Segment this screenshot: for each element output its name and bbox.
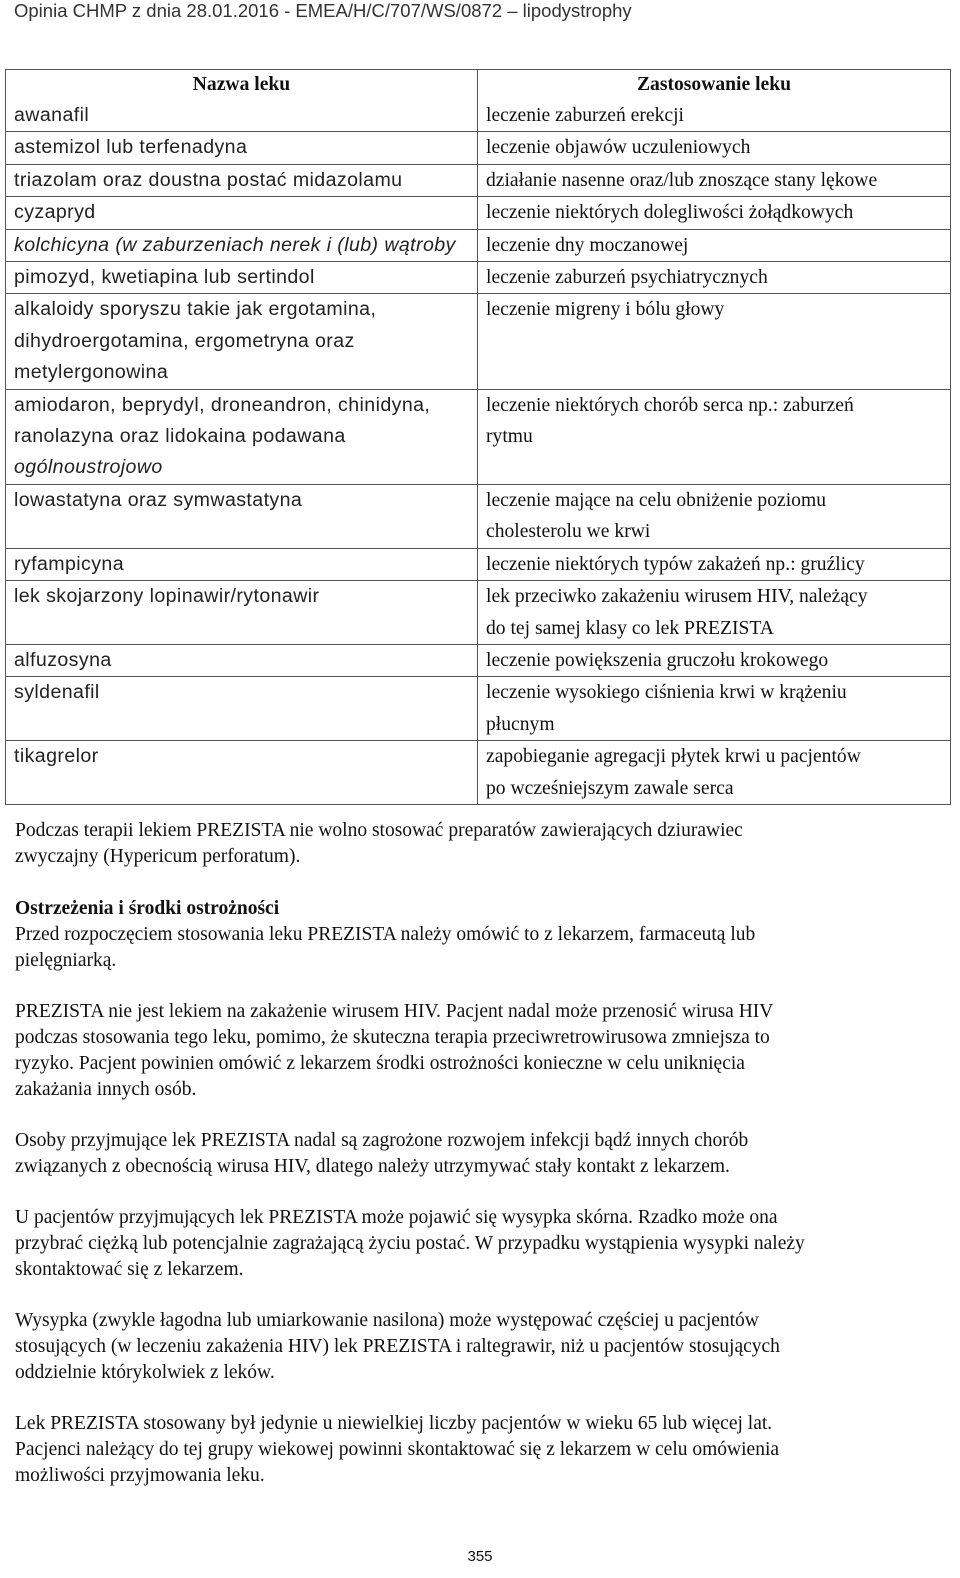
table-row: [6, 581, 951, 645]
table-row: [6, 484, 951, 548]
drug-name-cell: [6, 548, 478, 580]
drug-name-cell: [6, 100, 478, 132]
drug-name-line: tikagrelor: [14, 745, 99, 768]
drug-name-line: syldenafil: [14, 681, 100, 704]
drug-use-line: do tej samej klasy co lek PREZISTA: [486, 617, 774, 639]
drug-use-line: leczenie objawów uczuleniowych: [486, 137, 751, 159]
paragraph-elderly: [15, 1411, 940, 1489]
table-row: [6, 164, 951, 196]
text-line: przybrać ciężką lub potencjalnie zagrażającą życiu postać. W przypadku wystąpienia wysypki należy: [15, 1233, 805, 1254]
table-row: [6, 132, 951, 164]
drug-name-line: cyzapryd: [14, 201, 96, 224]
page-header: Opinia CHMP z dnia 28.01.2016 - EMEA/H/C/707/WS/0872 – lipodystrophy: [14, 0, 632, 21]
text-line: Przed rozpoczęciem stosowania leku PREZISTA należy omówić to z lekarzem, farmaceutą lub: [15, 924, 756, 945]
drug-name-line: alkaloidy sporyszu takie jak ergotamina,: [14, 298, 377, 321]
text-line: zakażania innych osób.: [15, 1079, 197, 1100]
drug-use-cell: [478, 581, 951, 645]
drug-name-cell: [6, 389, 478, 484]
text-line: Osoby przyjmujące lek PREZISTA nadal są zagrożone rozwojem infekcji bądź innych chorób: [15, 1130, 749, 1151]
paragraph-rash: [15, 1205, 940, 1283]
drug-name-line: lowastatyna oraz symwastatyna: [14, 488, 303, 511]
table-row: [6, 100, 951, 132]
text-line: Lek PREZISTA stosowany był jedynie u niewielkiej liczby pacjentów w wieku 65 lub więcej lat.: [15, 1413, 773, 1434]
drug-use-cell: [478, 197, 951, 229]
drug-use-line: leczenie niektórych chorób serca np.: zaburzeń: [486, 394, 854, 416]
text-line: możliwości przyjmowania leku.: [15, 1465, 265, 1486]
drug-use-cell: [478, 294, 951, 389]
table-row: [6, 197, 951, 229]
drug-name-cell: [6, 197, 478, 229]
drug-name-line: triazolam oraz doustna postać midazolamu: [14, 168, 403, 191]
drug-name-line: alfuzosyna: [14, 648, 112, 671]
drug-use-cell: [478, 741, 951, 805]
drug-use-cell: [478, 262, 951, 294]
drug-use-cell: [478, 229, 951, 261]
table-row: [6, 389, 951, 484]
drug-name-cell: [6, 644, 478, 676]
drug-use-cell: [478, 389, 951, 484]
paragraph-hiv: [15, 999, 940, 1103]
drug-use-line: leczenie zaburzeń psychiatrycznych: [486, 267, 768, 289]
col-header-use: Zastosowanie leku: [478, 70, 951, 101]
drug-name-line: ranolazyna oraz lidokaina podawana: [14, 425, 346, 448]
paragraph-raltegravir: [15, 1308, 940, 1386]
table-row: [6, 294, 951, 389]
text-line: zwyczajny (Hypericum perforatum).: [15, 846, 301, 867]
drug-use-cell: [478, 548, 951, 580]
drug-use-line: leczenie wysokiego ciśnienia krwi w krążeniu: [486, 682, 847, 704]
text-line: ryzyko. Pacjent powinien omówić z lekarzem środki ostrożności konieczne w celu uniknięcia: [15, 1053, 745, 1074]
text-line: związanych z obecnością wirusa HIV, dlatego należy utrzymywać stały kontakt z lekarzem.: [15, 1156, 730, 1177]
drug-name-line: astemizol lub terfenadyna: [14, 136, 248, 159]
drug-name-cell: [6, 294, 478, 389]
drug-use-line: po wcześniejszym zawale serca: [486, 777, 734, 799]
drug-table: [5, 69, 951, 805]
drug-use-cell: [478, 484, 951, 548]
drug-use-line: cholesterolu we krwi: [486, 521, 651, 543]
text-line: PREZISTA nie jest lekiem na zakażenie wirusem HIV. Pacjent nadal może przenosić wirusa HIV: [15, 1001, 774, 1022]
text-line: oddzielnie którykolwiek z leków.: [15, 1362, 275, 1383]
drug-name-cell: [6, 164, 478, 196]
drug-use-line: płucnym: [486, 713, 555, 735]
text-line: Podczas terapii lekiem PREZISTA nie wolno stosować preparatów zawierających dziurawiec: [15, 820, 743, 841]
drug-use-line: leczenie niektórych typów zakażeń np.: gruźlicy: [486, 553, 865, 575]
drug-name-line: metylergonowina: [14, 361, 169, 384]
drug-name-cell: [6, 677, 478, 741]
drug-use-line: leczenie niektórych dolegliwości żołądkowych: [486, 202, 854, 224]
drug-use-line: rytmu: [486, 426, 533, 448]
drug-use-line: działanie nasenne oraz/lub znoszące stany lękowe: [486, 169, 878, 191]
drug-use-line: lek przeciwko zakażeniu wirusem HIV, należący: [486, 586, 868, 608]
drug-name-line: kolchicyna (w zaburzeniach nerek i (lub) wątroby: [14, 233, 456, 256]
drug-name-line: pimozyd, kwetiapina lub sertindol: [14, 266, 315, 289]
text-line: Pacjenci należący do tej grupy wiekowej powinni skontaktować się z lekarzem w celu omówienia: [15, 1439, 780, 1460]
drug-name-line: awanafil: [14, 104, 90, 126]
paragraph-hypericum: [15, 818, 940, 870]
drug-name-cell: [6, 581, 478, 645]
text-line: Wysypka (zwykle łagodna lub umiarkowanie nasilona) może występować częściej u pacjentów: [15, 1310, 759, 1331]
section-warnings: [15, 896, 940, 974]
table-row: [6, 262, 951, 294]
paragraph-infections: [15, 1128, 940, 1180]
drug-name-line: ryfampicyna: [14, 552, 125, 575]
section-heading: Ostrzeżenia i środki ostrożności: [15, 898, 280, 919]
table-row: [6, 677, 951, 741]
drug-name-line: amiodaron, beprydyl, droneandron, chinidyna,: [14, 393, 431, 416]
drug-use-line: zapobieganie agregacji płytek krwi u pacjentów: [486, 746, 861, 768]
drug-use-line: leczenie migreny i bólu głowy: [486, 299, 725, 321]
drug-use-cell: [478, 677, 951, 741]
drug-use-line: leczenie mające na celu obniżenie poziomu: [486, 489, 826, 511]
drug-name-line: dihydroergotamina, ergometryna oraz: [14, 329, 355, 352]
table-header-row: [6, 70, 951, 101]
drug-name-cell: [6, 262, 478, 294]
drug-use-cell: [478, 164, 951, 196]
text-line: podczas stosowania tego leku, pomimo, że skuteczna terapia przeciwretrowirusowa zmniejsza to: [15, 1027, 770, 1048]
table-row: [6, 741, 951, 805]
text-line: skontaktować się z lekarzem.: [15, 1259, 244, 1280]
text-line: pielęgniarką.: [15, 950, 117, 971]
drug-name-line: ogólnoustrojowo: [14, 456, 163, 479]
text-line: U pacjentów przyjmujących lek PREZISTA może pojawić się wysypka skórna. Rzadko może ona: [15, 1207, 778, 1228]
drug-use-cell: [478, 132, 951, 164]
drug-use-line: leczenie powiększenia gruczołu krokowego: [486, 649, 829, 671]
table-row: [6, 548, 951, 580]
page-number: 355: [467, 1548, 493, 1565]
drug-name-cell: [6, 484, 478, 548]
drug-use-line: leczenie zaburzeń erekcji: [486, 105, 684, 126]
text-line: stosujących (w leczeniu zakażenia HIV) lek PREZISTA i raltegrawir, niż u pacjentów stosujących: [15, 1336, 780, 1357]
drug-name-line: lek skojarzony lopinawir/rytonawir: [14, 585, 320, 608]
drug-use-cell: [478, 100, 951, 132]
table-body: [6, 100, 951, 804]
col-header-name: Nazwa leku: [6, 70, 478, 101]
drug-use-cell: [478, 644, 951, 676]
table-row: [6, 229, 951, 261]
drug-name-cell: [6, 229, 478, 261]
drug-name-cell: [6, 132, 478, 164]
drug-name-cell: [6, 741, 478, 805]
table-row: [6, 644, 951, 676]
drug-use-line: leczenie dny moczanowej: [486, 234, 689, 256]
